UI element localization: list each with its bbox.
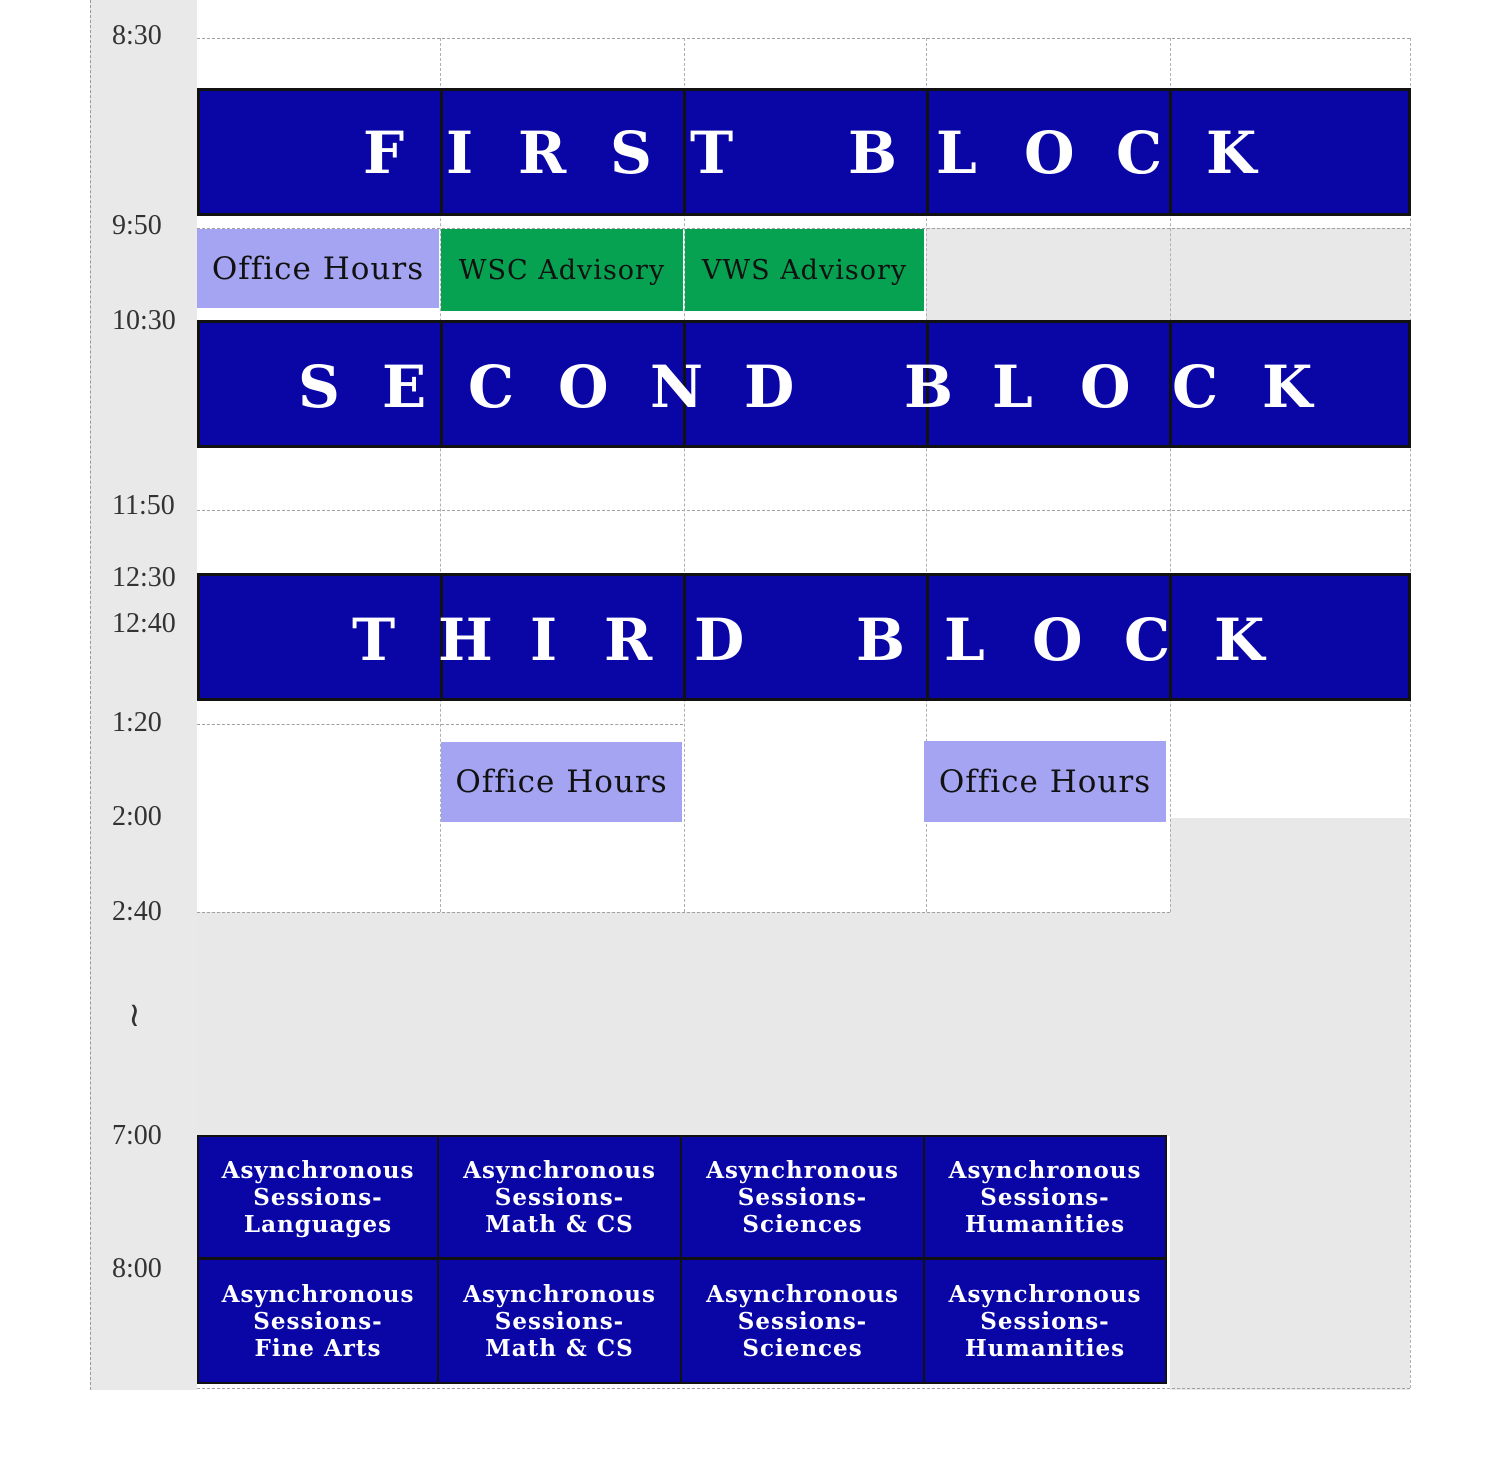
async-line: Sessions- bbox=[253, 1183, 383, 1211]
time-label-240: 2:40 bbox=[112, 896, 162, 927]
async-line: Sciences bbox=[742, 1210, 863, 1238]
first-block-letter: B bbox=[848, 119, 898, 187]
second-block-letter: K bbox=[1262, 353, 1313, 421]
grid-line bbox=[1410, 38, 1411, 1388]
vws-advisory[interactable]: VWS Advisory bbox=[685, 229, 924, 311]
grid-line bbox=[197, 1388, 1410, 1389]
second-block-letter: B bbox=[904, 353, 954, 421]
time-label-700: 7:00 bbox=[112, 1120, 162, 1151]
async-session-humanities-2[interactable] bbox=[923, 1258, 1167, 1384]
second-block-letter: O bbox=[1080, 353, 1131, 421]
time-label-1240: 12:40 bbox=[112, 608, 176, 639]
day-divider bbox=[926, 576, 929, 698]
time-label-1230: 12:30 bbox=[112, 562, 176, 593]
grid-line bbox=[197, 912, 1170, 913]
time-label-1030: 10:30 bbox=[112, 305, 176, 336]
empty-slot-midmorning bbox=[926, 228, 1410, 320]
async-line: Sessions- bbox=[253, 1307, 383, 1335]
async-session-math-cs-2[interactable] bbox=[437, 1258, 682, 1384]
async-line: Sessions- bbox=[494, 1183, 625, 1211]
time-label-800: 8:00 bbox=[112, 1253, 162, 1284]
async-line: Humanities bbox=[964, 1334, 1126, 1362]
async-session-sciences-2[interactable] bbox=[680, 1258, 925, 1384]
second-block[interactable] bbox=[197, 320, 1411, 448]
day-divider bbox=[683, 576, 686, 698]
third-block-letter: T bbox=[352, 606, 396, 674]
second-block-letter: E bbox=[382, 353, 427, 421]
async-session-languages[interactable] bbox=[197, 1135, 439, 1259]
time-label-200: 2:00 bbox=[112, 801, 162, 832]
day-divider bbox=[440, 323, 443, 445]
office-hours-tuesday-afternoon[interactable]: Office Hours bbox=[441, 742, 682, 822]
async-line: Sessions- bbox=[980, 1183, 1110, 1211]
first-block-letter: K bbox=[1206, 119, 1257, 187]
time-label-830: 8:30 bbox=[112, 20, 162, 51]
first-block-letter: I bbox=[446, 119, 474, 187]
async-line: Fine Arts bbox=[254, 1334, 382, 1362]
third-block[interactable] bbox=[197, 573, 1411, 701]
third-block-letter: K bbox=[1214, 606, 1265, 674]
third-block-letter: H bbox=[438, 606, 493, 674]
async-session-math-cs[interactable] bbox=[437, 1135, 682, 1259]
async-line: Asynchronous bbox=[221, 1280, 415, 1308]
async-line: Sciences bbox=[742, 1334, 863, 1362]
third-block-letter: D bbox=[694, 606, 745, 674]
day-divider bbox=[1169, 91, 1172, 213]
first-block-letter: F bbox=[363, 119, 405, 187]
second-block-letter: L bbox=[992, 353, 1033, 421]
third-block-letter: I bbox=[530, 606, 558, 674]
async-line: Sessions- bbox=[980, 1307, 1110, 1335]
async-line: Asynchronous bbox=[948, 1280, 1142, 1308]
async-session-humanities[interactable] bbox=[923, 1135, 1167, 1259]
second-block-letter: C bbox=[1172, 353, 1219, 421]
third-block-letter: L bbox=[944, 606, 985, 674]
second-block-letter: N bbox=[650, 353, 704, 421]
second-block-letter: C bbox=[468, 353, 515, 421]
async-line: Math & CS bbox=[485, 1210, 634, 1238]
async-line: Asynchronous bbox=[221, 1156, 415, 1184]
async-line: Sessions- bbox=[737, 1183, 868, 1211]
async-line: Asynchronous bbox=[706, 1280, 899, 1308]
time-label-120: 1:20 bbox=[112, 707, 162, 738]
first-block-letter: L bbox=[936, 119, 977, 187]
async-session-sciences[interactable] bbox=[680, 1135, 925, 1259]
empty-slot-friday-afternoon bbox=[1170, 818, 1410, 1390]
day-divider bbox=[926, 91, 929, 213]
grid-line bbox=[197, 38, 1410, 39]
empty-slot-evening bbox=[197, 912, 1170, 1136]
async-line: Languages bbox=[243, 1210, 393, 1238]
day-divider bbox=[440, 91, 443, 213]
day-divider bbox=[683, 91, 686, 213]
office-hours-thursday-afternoon[interactable]: Office Hours bbox=[924, 741, 1166, 822]
first-block-letter: S bbox=[610, 119, 652, 187]
time-label-1150: 11:50 bbox=[112, 490, 175, 521]
grid-line bbox=[197, 510, 1410, 511]
first-block-letter: T bbox=[690, 119, 734, 187]
third-block-letter: B bbox=[856, 606, 906, 674]
async-line: Asynchronous bbox=[463, 1156, 656, 1184]
first-block-letter: C bbox=[1116, 119, 1163, 187]
async-line: Humanities bbox=[964, 1210, 1126, 1238]
third-block-letter: R bbox=[604, 606, 653, 674]
async-line: Sessions- bbox=[494, 1307, 625, 1335]
second-block-letter: D bbox=[744, 353, 795, 421]
async-line: Sessions- bbox=[737, 1307, 868, 1335]
async-line: Asynchronous bbox=[463, 1280, 656, 1308]
time-gap-symbol: ≀ bbox=[128, 995, 141, 1035]
async-line: Math & CS bbox=[485, 1334, 634, 1362]
async-session-fine-arts[interactable] bbox=[197, 1258, 439, 1384]
third-block-letter: C bbox=[1124, 606, 1171, 674]
time-column bbox=[90, 0, 197, 1390]
first-block-letter: O bbox=[1024, 119, 1075, 187]
async-line: Asynchronous bbox=[948, 1156, 1142, 1184]
office-hours-monday-morning[interactable]: Office Hours bbox=[197, 229, 439, 308]
first-block[interactable] bbox=[197, 88, 1411, 216]
second-block-letter: O bbox=[558, 353, 609, 421]
third-block-letter: O bbox=[1032, 606, 1083, 674]
second-block-letter: S bbox=[298, 353, 340, 421]
time-label-950: 9:50 bbox=[112, 210, 162, 241]
async-line: Asynchronous bbox=[706, 1156, 899, 1184]
first-block-letter: R bbox=[518, 119, 567, 187]
wsc-advisory[interactable]: WSC Advisory bbox=[441, 229, 683, 311]
